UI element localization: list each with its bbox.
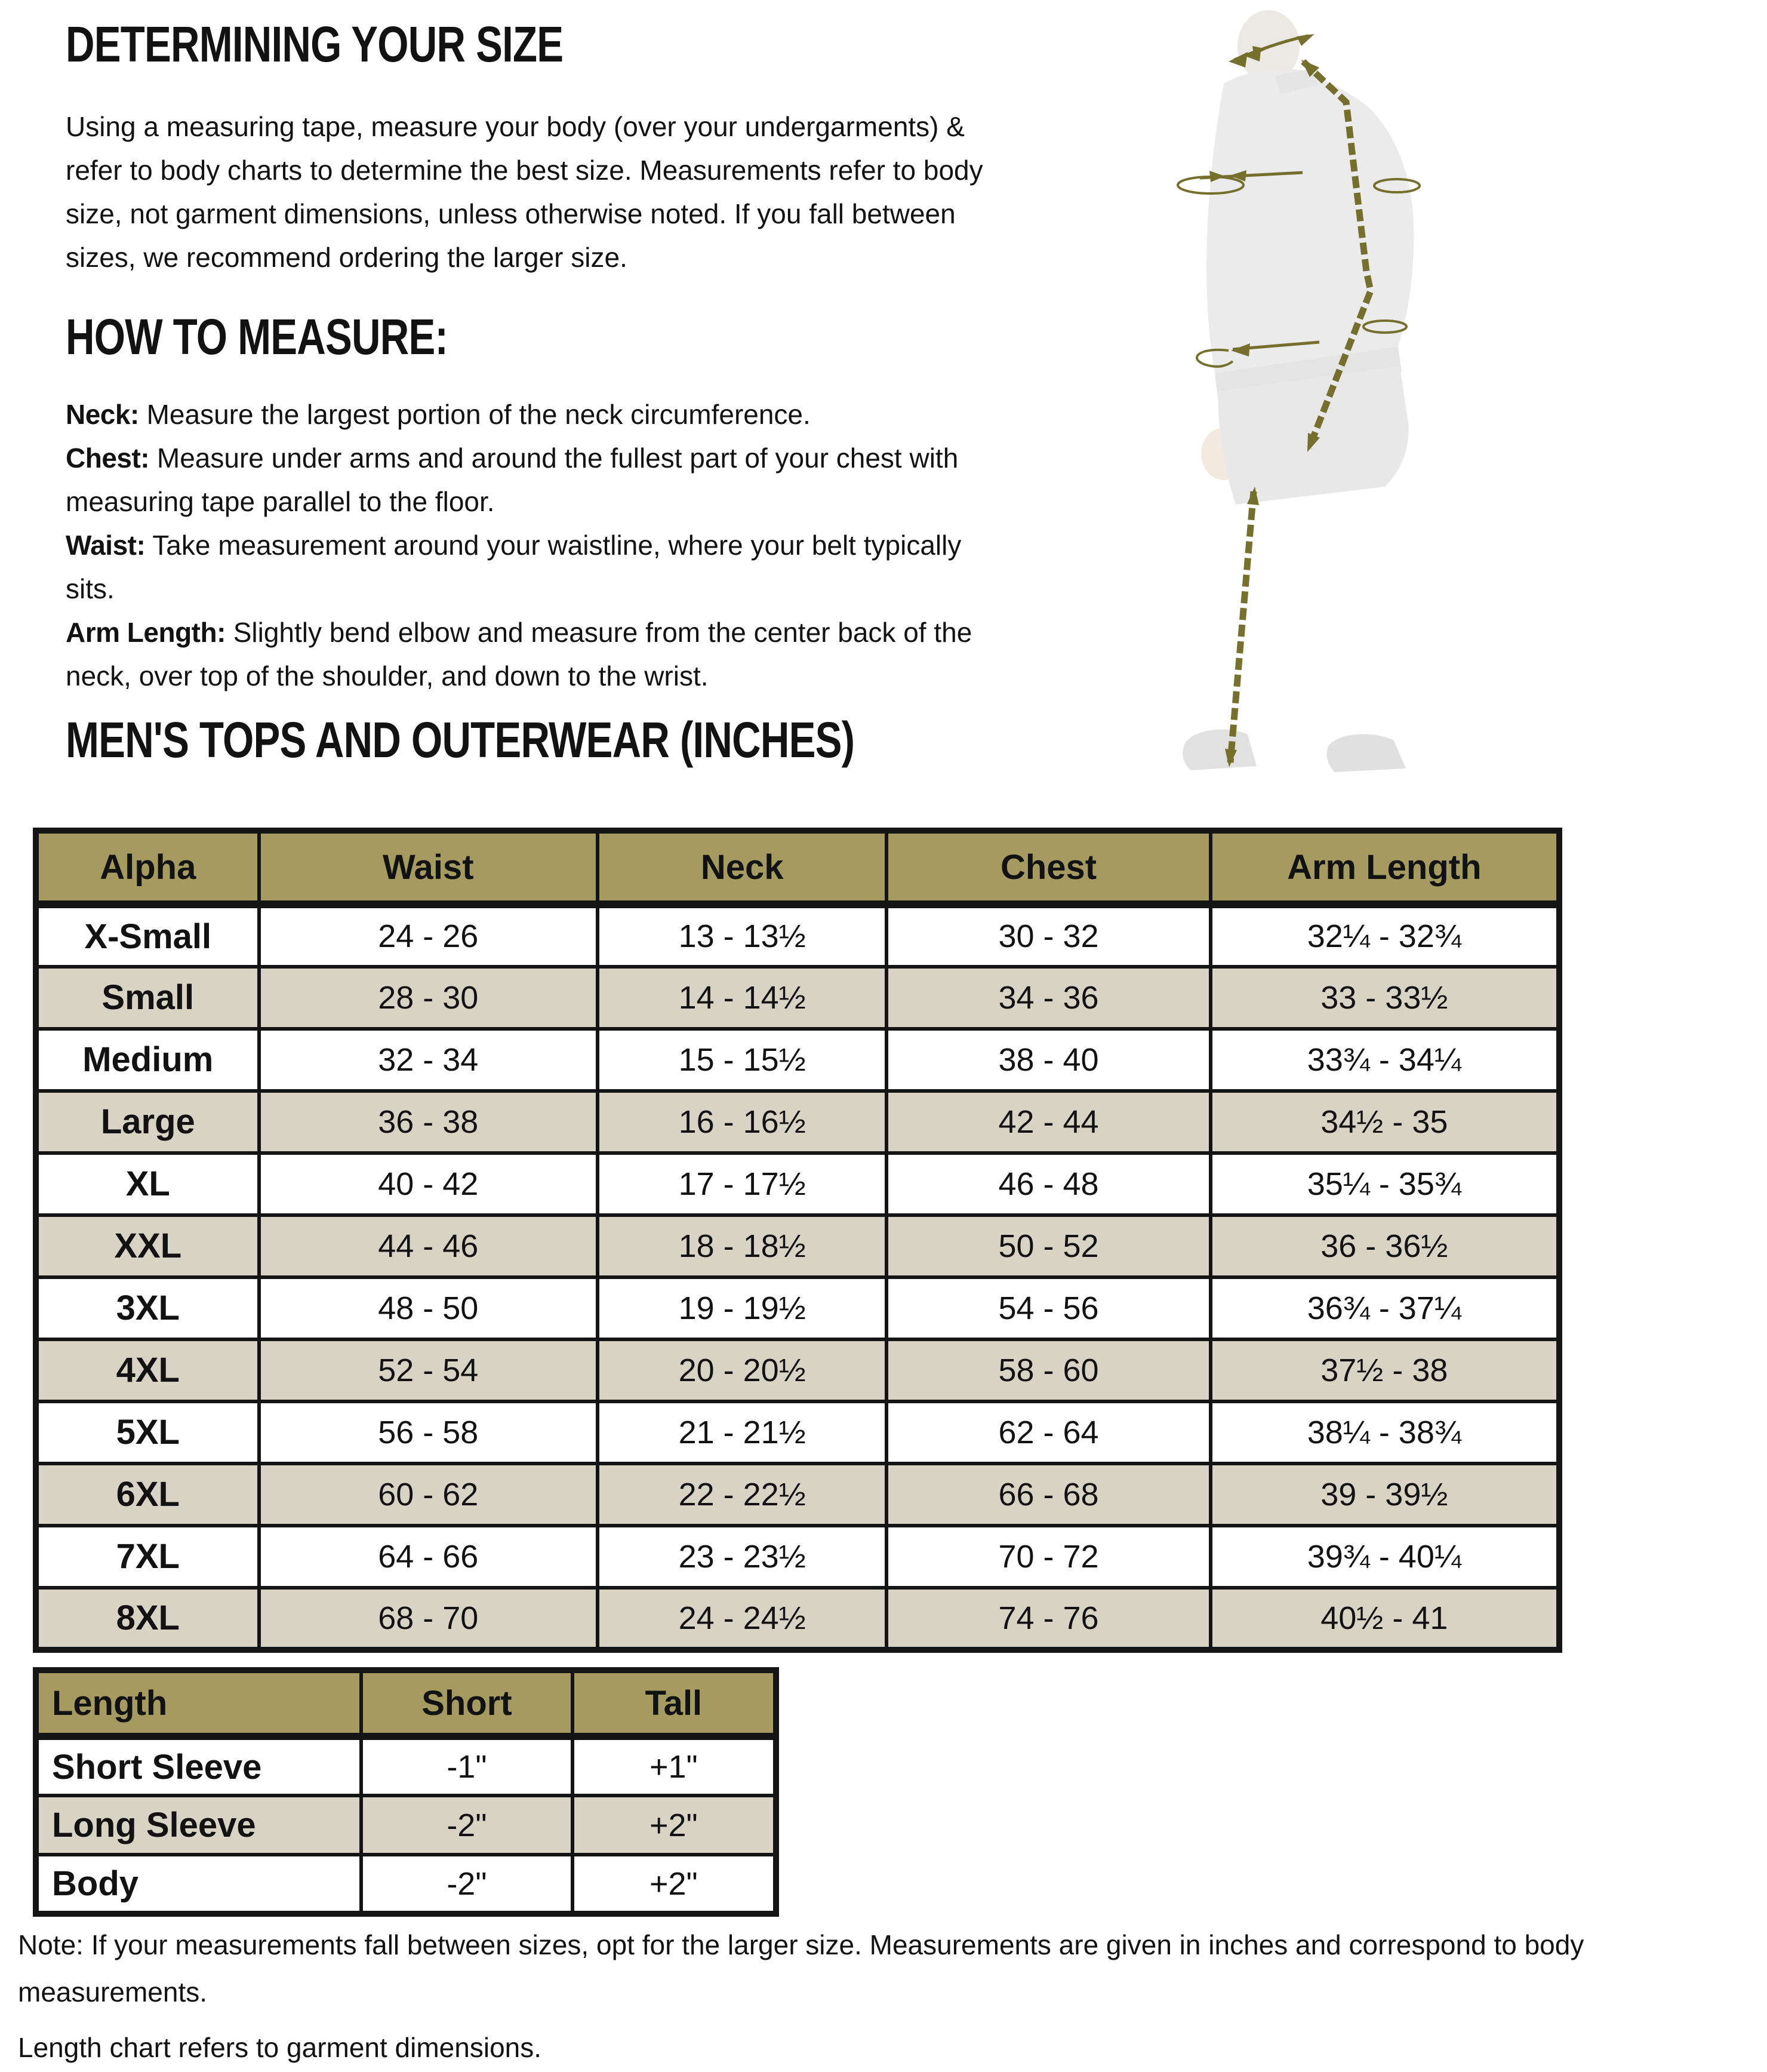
cell-value: 36¾ - 37¼ [1211, 1277, 1559, 1339]
row-label: Body [36, 1855, 361, 1914]
row-label: Short Sleeve [36, 1736, 361, 1796]
cell-value: -2" [361, 1796, 572, 1855]
cell-value: 36 - 38 [259, 1091, 598, 1153]
cell-value: 58 - 60 [886, 1339, 1210, 1401]
cell-value: 20 - 20½ [598, 1339, 887, 1401]
section-title-how-to-measure: HOW TO MEASURE: [66, 309, 448, 365]
cell-value: 54 - 56 [886, 1277, 1210, 1339]
header-row [36, 1670, 776, 1736]
measure-instructions [66, 393, 1015, 698]
row-label: Large [36, 1091, 259, 1153]
measure-item-label: Neck: [66, 399, 139, 431]
inseam-measure-arrow [1225, 487, 1259, 767]
row-label: 7XL [36, 1526, 259, 1588]
table-row [36, 1277, 1559, 1339]
cell-value: 33 - 33½ [1211, 967, 1559, 1029]
intro-paragraph: Using a measuring tape, measure your body (over your undergarments) & refer to body charts to determine the best size. Measurements refer to body size, not garment dimensions, unless otherwise noted. If you fall between sizes, we recommend ordering the larger size. [66, 111, 983, 273]
cell-value: 40½ - 41 [1211, 1588, 1559, 1650]
row-label: Small [36, 967, 259, 1029]
cell-value: 50 - 52 [886, 1215, 1210, 1277]
table-row [36, 1401, 1559, 1464]
cell-value: 34 - 36 [886, 967, 1210, 1029]
measure-item-chest [66, 436, 1015, 524]
cell-value: 24 - 24½ [598, 1588, 887, 1650]
cell-value: 48 - 50 [259, 1277, 598, 1339]
table-row [36, 1215, 1559, 1277]
cell-value: 37½ - 38 [1211, 1339, 1559, 1401]
row-label: 4XL [36, 1339, 259, 1401]
footnotes [18, 1922, 1755, 2071]
row-label: 8XL [36, 1588, 259, 1650]
table-row [36, 967, 1559, 1029]
cell-value: 17 - 17½ [598, 1153, 887, 1215]
table-row [36, 1588, 1559, 1650]
measure-item-label: Chest: [66, 442, 150, 474]
table-row [36, 1029, 1559, 1091]
section-title-mens-tops-outerwear: MEN'S TOPS AND OUTERWEAR (INCHES) [66, 712, 855, 768]
length-adjustment-table [33, 1667, 779, 1917]
mens-tops-size-table [33, 828, 1562, 1653]
row-label: XL [36, 1153, 259, 1215]
cell-value: 28 - 30 [259, 967, 598, 1029]
table-row [36, 1153, 1559, 1215]
column-header: Waist [259, 831, 598, 905]
cell-value: 46 - 48 [886, 1153, 1210, 1215]
cell-value: 19 - 19½ [598, 1277, 887, 1339]
row-label: 6XL [36, 1464, 259, 1526]
cell-value: 35¼ - 35¾ [1211, 1153, 1559, 1215]
column-header: Length [36, 1670, 361, 1736]
cell-value: 56 - 58 [259, 1401, 598, 1464]
column-header: Alpha [36, 831, 259, 905]
mannequin-figure [1158, 9, 1552, 773]
cell-value: 23 - 23½ [598, 1526, 887, 1588]
header-row [36, 831, 1559, 905]
table-row [36, 1855, 776, 1914]
measure-item-neck [66, 393, 1015, 436]
column-header: Tall [572, 1670, 776, 1736]
cell-value: 39 - 39½ [1211, 1464, 1559, 1526]
cell-value: 60 - 62 [259, 1464, 598, 1526]
cell-value: 18 - 18½ [598, 1215, 887, 1277]
cell-value: 24 - 26 [259, 905, 598, 967]
cell-value: 30 - 32 [886, 905, 1210, 967]
column-header: Chest [886, 831, 1210, 905]
cell-value: +2" [572, 1855, 776, 1914]
cell-value: 44 - 46 [259, 1215, 598, 1277]
cell-value: 68 - 70 [259, 1588, 598, 1650]
cell-value: 32 - 34 [259, 1029, 598, 1091]
note-between-sizes: Note: If your measurements fall between sizes, opt for the larger size. Measurements are given in inches and correspond to body measurements. [18, 1929, 1584, 2008]
measure-item-text: Measure the largest portion of the neck circumference. [146, 399, 811, 431]
row-label: Medium [36, 1029, 259, 1091]
cell-value: 70 - 72 [886, 1526, 1210, 1588]
table-row [36, 905, 1559, 967]
note-length-chart: Length chart refers to garment dimensions. [18, 2032, 542, 2063]
cell-value: 22 - 22½ [598, 1464, 887, 1526]
cell-value: 74 - 76 [886, 1588, 1210, 1650]
measure-item-text: Slightly bend elbow and measure from the center back of the neck, over top of the shoulder, and down to the wrist. [66, 617, 972, 692]
cell-value: 38 - 40 [886, 1029, 1210, 1091]
measure-item-arm-length [66, 611, 1015, 698]
cell-value: 36 - 36½ [1211, 1215, 1559, 1277]
column-header: Short [361, 1670, 572, 1736]
cell-value: 16 - 16½ [598, 1091, 887, 1153]
measure-item-text: Take measurement around your waistline, where your belt typically sits. [66, 530, 962, 605]
table-row [36, 1526, 1559, 1588]
cell-value: 14 - 14½ [598, 967, 887, 1029]
cell-value: 33¾ - 34¼ [1211, 1029, 1559, 1091]
table-row [36, 1339, 1559, 1401]
cell-value: -2" [361, 1855, 572, 1914]
cell-value: 52 - 54 [259, 1339, 598, 1401]
cell-value: 66 - 68 [886, 1464, 1210, 1526]
column-header: Arm Length [1211, 831, 1559, 905]
cell-value: 40 - 42 [259, 1153, 598, 1215]
cell-value: 13 - 13½ [598, 905, 887, 967]
cell-value: 39¾ - 40¼ [1211, 1526, 1559, 1588]
table-row [36, 1736, 776, 1796]
cell-value: -1" [361, 1736, 572, 1796]
cell-value: +2" [572, 1796, 776, 1855]
column-header: Neck [598, 831, 887, 905]
cell-value: 42 - 44 [886, 1091, 1210, 1153]
measure-item-text: Measure under arms and around the fullest part of your chest with measuring tape parallel to the floor. [66, 442, 959, 518]
row-label: 5XL [36, 1401, 259, 1464]
measure-item-label: Arm Length: [66, 617, 226, 648]
cell-value: +1" [572, 1736, 776, 1796]
cell-value: 21 - 21½ [598, 1401, 887, 1464]
measure-item-waist [66, 524, 1015, 611]
cell-value: 62 - 64 [886, 1401, 1210, 1464]
row-label: XXL [36, 1215, 259, 1277]
row-label: Long Sleeve [36, 1796, 361, 1855]
measure-item-label: Waist: [66, 530, 146, 561]
cell-value: 34½ - 35 [1211, 1091, 1559, 1153]
mannequin-silhouette [1183, 10, 1414, 772]
cell-value: 32¼ - 32¾ [1211, 905, 1559, 967]
row-label: 3XL [36, 1277, 259, 1339]
table-row [36, 1091, 1559, 1153]
cell-value: 64 - 66 [259, 1526, 598, 1588]
cell-value: 15 - 15½ [598, 1029, 887, 1091]
cell-value: 38¼ - 38¾ [1211, 1401, 1559, 1464]
row-label: X-Small [36, 905, 259, 967]
table-row [36, 1464, 1559, 1526]
size-guide-text-column [66, 18, 1015, 767]
mannequin-svg [1158, 9, 1552, 773]
table-row [36, 1796, 776, 1855]
section-title-determining-your-size: DETERMINING YOUR SIZE [66, 16, 564, 72]
